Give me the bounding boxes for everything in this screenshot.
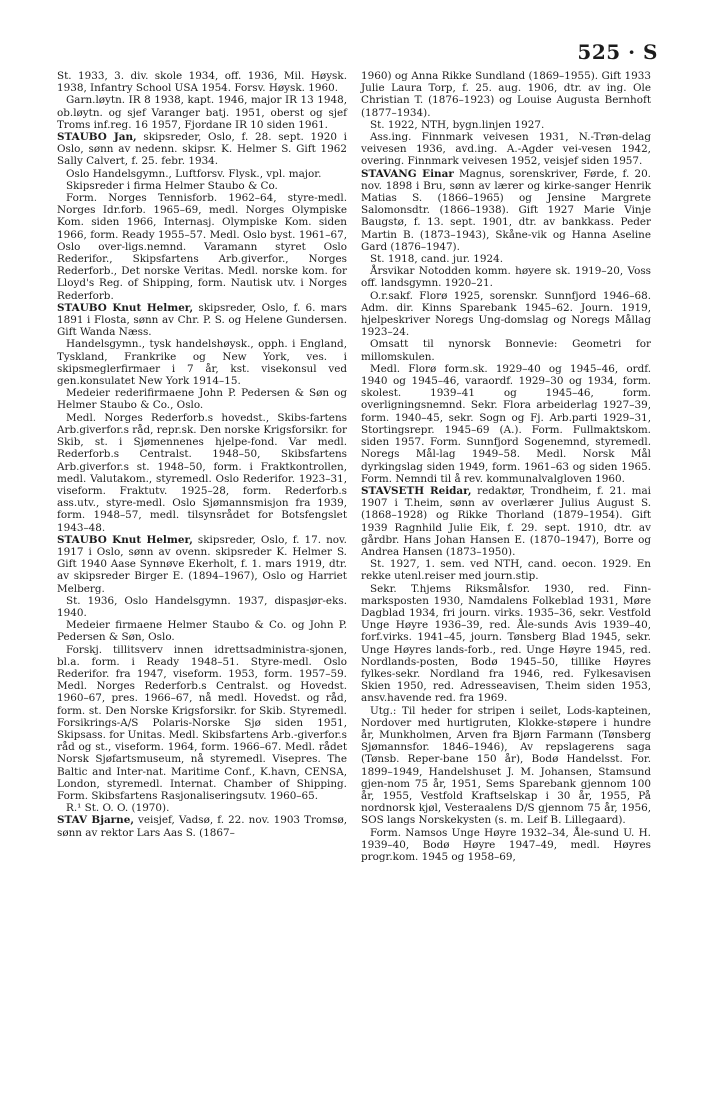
paragraph: R.¹ St. O. O. (1970). [66,802,170,815]
page-number: 525 · S [577,40,658,64]
paragraph: Form. Norges Tennisforb. 1962–64, styre-medl. Norges Idr.forb. 1965–69, medl. Norges Olympiske Kom. siden 1966, Internasj. Olympiske Kom. siden 1966, form. Ready 1955–57. Medl. Oslo byst. 1961–67, Oslo over-ligs.nemnd. Varamann styret Oslo Rederifor., Skipsfartens Arb.giverfor., Norges Rederforb., Det norske Veritas. Medl. norske kom. for Lloyd's Reg. of Shipping, form. Nautisk utv. i Norges Rederforb. [57,192,347,302]
right-column [361,70,651,863]
entry-name: STAVSETH Reidar, [361,484,472,497]
paragraph: Omsatt til nynorsk Bonnevie: Geometri for millomskulen. [361,338,651,363]
continued-paragraph: St. 1933, 3. div. skole 1934, off. 1936, Mil. Høysk. 1938, Infantry School USA 1954. Forsv. Høysk. 1960. [57,70,347,95]
paragraph: Forskj. tillitsverv innen idrettsadministra-sjonen, bl.a. form. i Ready 1948–51. Styre-medl. Oslo Rederifor. fra 1947, viseform. 1953, form. 1957–59. Medl. Norges Rederforb.s Centralst. og Hovedst. 1960–67, pres. 1966–67, nå medl. Hovedst. og råd, form. st. Den Norske Krigsforsikr. for Skib. Styremedl. Forsikrings-A/S Polaris-Norske Sjø siden 1951, Skipsass. for Unitas. Medl. Skibsfartens Arb.-giverfor.s råd og st., viseform. 1964, form. 1966–67. Medl. rådet Norsk Sjøfartsmuseum, nå styremedl. Visepres. The Baltic and Inter-nat. Maritime Conf., K.havn, CENSA, London, styremedl. Internat. Chamber of Shipping. Form. Skibsfartens Rasjonaliseringsutv. 1960–65. [57,643,347,802]
biography-entry [361,485,651,558]
paragraph: Garn.løytn. IR 8 1938, kapt. 1946, major IR 13 1948, ob.løytn. og sjef Varanger batj. 1951, oberst og sjef Troms inf.reg. 16 1957, Fjordane IR 10 siden 1961. [57,94,347,131]
paragraph: St. 1927, 1. sem. ved NTH, cand. oecon. 1929. En rekke utenl.reiser med journ.stip. [361,558,651,583]
entry-text: redaktør, Trondheim, f. 21. mai 1907 i T.heim, sønn av overlærer Julius August S. (1868–1928) og Rikke Thorland (1879–1954). Gift 1939 Ragnhild Julie Eik, f. 29. sept. 1910, dtr. av gårdbr. Hans Johan Hansen E. (1870–1947), Borre og Andrea Hansen (1873–1950). [361,484,652,558]
entry-name: STAVANG Einar [361,167,454,180]
entry-text: skipsreder, Oslo, f. 28. sept. 1920 i Oslo, sønn av nedenn. skipsr. K. Helmer S. Gift 1962 Sally Calvert, f. 25. febr. 1934. [57,131,348,168]
biography-entry [57,302,347,339]
paragraph: St. 1918, cand. jur. 1924. [370,253,504,266]
paragraph: Årsvikar Notodden komm. høyere sk. 1919–20, Voss off. landsgymn. 1920–21. [361,265,651,290]
biography-entry [57,534,347,595]
paragraph: Utg.: Til heder for stripen i seilet, Lods-kapteinen, Nordover med hurtigruten, Klokke-støpere i hundre år, Munkholmen, Arven fra Bjørn Farmann (Tønsberg Sjømannsfor. 1846–1946), Av repslagerens saga (Tønsb. Reper-bane 150 år), Bodø Handelsst. For. 1899–1949, Handelshuset J. M. Johansen, Stamsund gjen-nom 75 år, 1951, Sems Sparebank gjennom 100 år, 1955, Vestfold Kraftselskap i 30 år, 1955, På nordnorsk kjøl, Vesteraalens D/S gjennom 75 år, 1956, SOS langs Norskekysten (s. m. Leif B. Lillegaard). [361,704,651,827]
entry-name: STAUBO Jan, [57,131,137,144]
entry-text: veisjef, Vadsø, f. 22. nov. 1903 Tromsø, sønn av rektor Lars Aas S. (1867– [57,814,348,839]
paragraph: Oslo Handelsgymn., Luftforsv. Flysk., vpl. major. [66,167,322,180]
paragraph: Handelsgymn., tysk handelshøysk., opph. i England, Tyskland, Frankrike og New York, ves. i skipsmeglerfirmaer i 7 år, kst. visekonsul ved gen.konsulatet New York 1914–15. [57,338,347,388]
entry-text: skipsreder, Oslo, f. 17. nov. 1917 i Oslo, sønn av ovenn. skipsreder K. Helmer S. Gift 1940 Aase Synnøve Ekerholt, f. 1. mars 1919, dtr. av skipsreder Birger E. (1894–1967), Oslo og Harriet Melberg. [57,533,347,595]
continued-paragraph: 1960) og Anna Rikke Sundland (1869–1955). Gift 1933 Julie Laura Torp, f. 25. aug. 1906, dtr. av ing. Ole Christian T. (1876–1923) og Louise Augusta Bernhoft (1877–1934). [361,70,651,119]
entry-text: Magnus, sorenskriver, Førde, f. 20. nov. 1898 i Bru, sønn av lærer og kirke-sanger Henrik Matias S. (1866–1965) og Jensine Margrete Salomonsdtr. (1866–1938). Gift 1927 Marie Vinje Baugstø, f. 13. sept. 1901, dtr. av bankkass. Peder Martin B. (1873–1943), Skåne-vik og Hanna Aseline Gard (1876–1947). [361,167,651,253]
paragraph: Ass.ing. Finnmark veivesen 1931, N.-Trøn-delag veivesen 1936, avd.ing. A.-Agder vei-vesen 1942, overing. Finnmark veivesen 1952, veisjef siden 1957. [361,131,651,168]
left-column [57,70,347,839]
paragraph: O.r.sakf. Florø 1925, sorenskr. Sunnfjord 1946–68. Adm. dir. Kinns Sparebank 1945–62. Journ. 1919, hjelpeskriver Noregs Ung-domslag og Noregs Mållag 1923–24. [361,289,651,339]
entry-text: skipsreder, Oslo, f. 6. mars 1891 i Flosta, sønn av Chr. P. S. og Helene Gundersen. Gift Wanda Næss. [57,301,348,339]
paragraph: Skipsreder i firma Helmer Staubo & Co. [66,179,278,192]
entry-name: STAUBO Knut Helmer, [57,533,193,546]
paragraph: Medeier firmaene Helmer Staubo & Co. og John P. Pedersen & Søn, Oslo. [57,619,347,644]
biography-entry [361,168,651,253]
paragraph: St. 1936, Oslo Handelsgymn. 1937, dispasjør-eks. 1940. [57,594,347,619]
paragraph: Medl. Florø form.sk. 1929–40 og 1945–46, ordf. 1940 og 1945–46, varaordf. 1929–30 og 1934, form. skolest. 1939–41 og 1945–46, form. overligningsnemnd. Sekr. Flora arbeiderlag 1927–39, form. 1940–45, sekr. Sogn og Fj. Arb.parti 1929–31, Stortingsrepr. 1945–69 (A.). Form. Fullmaktskom. siden 1957. Form. Sunnfjord Sogenemnd, styremedl. Noregs Mål-lag 1949–58. Medl. Norsk Mål dyrkingslag siden 1949, form. 1961–63 og siden 1965. Form. Nemndi til å rev. kommunalvalgloven 1960. [361,362,651,485]
biography-entry [57,131,347,168]
paragraph: St. 1922, NTH, bygn.linjen 1927. [370,118,545,131]
paragraph: Medeier rederifirmaene John P. Pedersen & Søn og Helmer Staubo & Co., Oslo. [57,387,347,412]
biography-entry [57,814,347,838]
paragraph: Sekr. T.hjems Riksmålsfor. 1930, red. Finn-marksposten 1930, Namdalens Folkeblad 1931, Møre Dagblad 1934, fri journ. virks. 1935–36, sekr. Vestfold Unge Høyre 1936–39, red. Åle-sunds Avis 1939–40, forf.virks. 1941–45, journ. Tønsberg Blad 1945, sekr. Unge Høyres lands-forb., red. Unge Høyre 1945, red. Nordlands-posten, Bodø 1945–50, tillike Høyres fylkes-sekr. Nordland fra 1946, red. Fylkesavisen Skien 1950, red. Adresseavisen, T.heim siden 1953, ansv.havende red. fra 1969. [361,582,651,705]
paragraph: Form. Namsos Unge Høyre 1932–34, Åle-sund U. H. 1939–40, Bodø Høyre 1947–49, medl. Høyres progr.kom. 1945 og 1958–69, [361,826,651,863]
entry-name: STAV Bjarne, [57,814,134,827]
entry-name: STAUBO Knut Helmer, [57,301,194,314]
paragraph: Medl. Norges Rederforb.s hovedst., Skibs-fartens Arb.giverfor.s råd, repr.sk. Den norske Krigsforsikr. for Skib, st. i Sjømennenes hjelpe-fond. Var medl. Rederforb.s Centralst. 1948–50, Skibsfartens Arb.giverfor.s st. 1948–50, form. i Fraktkontrollen, medl. Valutakom., styremedl. Oslo Rederifor. 1923–31, viseform. Fraktutv. 1925–28, form. Rederforb.s ass.utv., styre-medl. Oslo Sjømannsmisjon fra 1939, form. 1948–57, medl. tilsynsrådet for Botsfengslet 1943–48. [57,411,347,534]
